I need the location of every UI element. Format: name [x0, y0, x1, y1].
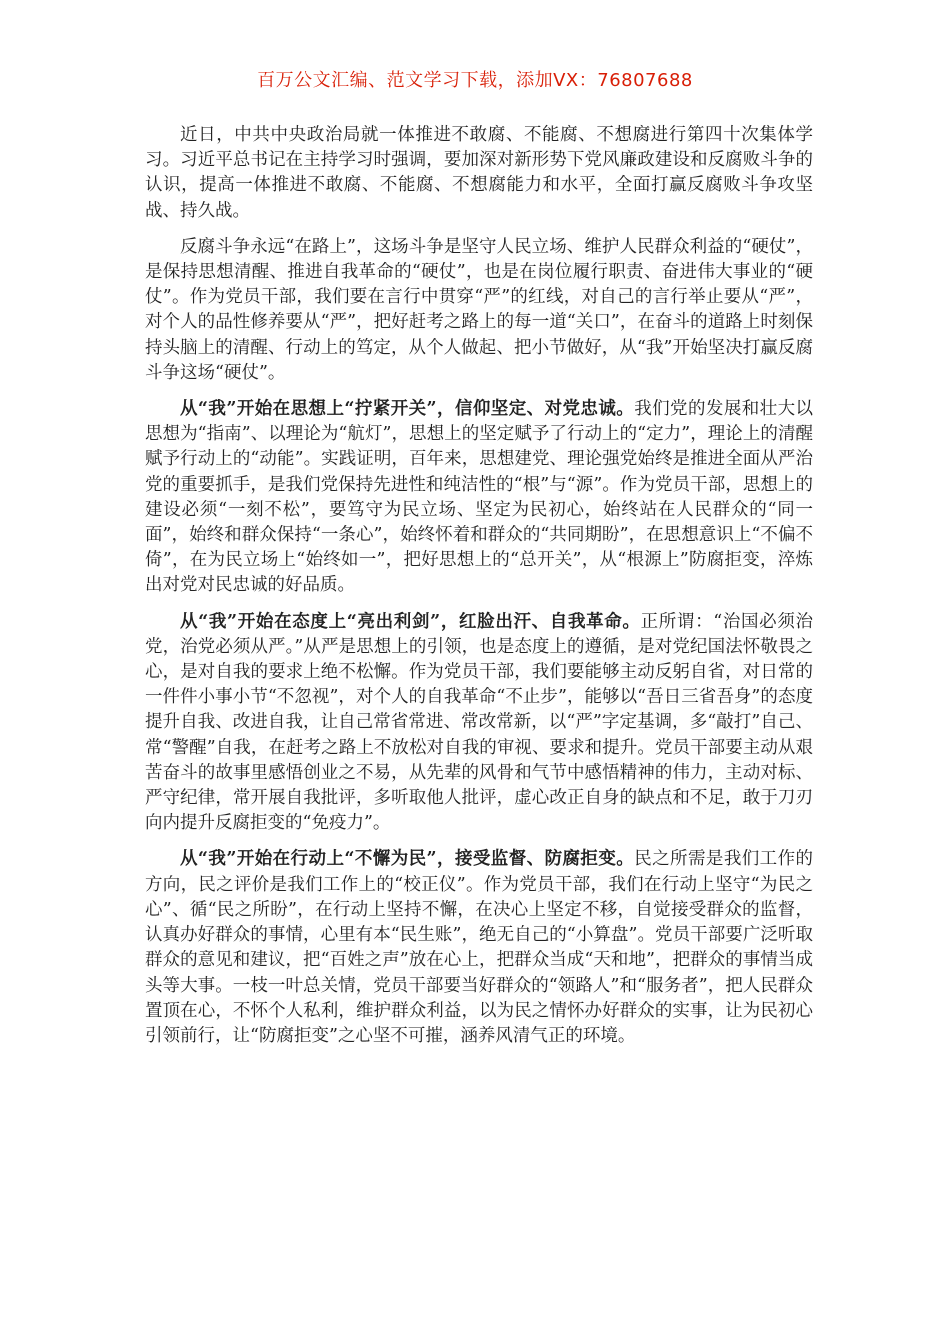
paragraph-text: 我们党的发展和壮大以思想为“指南”、以理论为“航灯”，思想上的坚定赋予了行动上的“定力”，理论上的清醒赋予行动上的“动能”。实践证明，百年来，思想建党、理论强党始终是推进全面从严治党的重要抓手，是我们党保持先进性和纯洁性的“根”与“源”。作为党员干部，思想上的建设必须“一刻不松”，要笃守为民立场、坚定为民初心，始终站在人民群众的“同一面”，始终和群众保持“一条心”，始终怀着和群众的“共同期盼”，在思想意识上“不偏不倚”，在为民立场上“始终如一”，把好思想上的“总开关”，从“根源上”防腐拒变，淬炼出对党对民忠诚的好品质。: [145, 399, 814, 596]
paragraph-intro: [145, 123, 813, 224]
paragraph-lead: 从“我”开始在思想上“拧紧开关”，信仰坚定、对党忠诚。: [180, 399, 635, 420]
paragraph-attitude: [145, 610, 813, 837]
paragraph-text: 正所谓：“治国必须治党，治党必须从严。”从严是思想上的引领，也是态度上的遵循，是对党纪国法怀敬畏之心，是对自我的要求上绝不松懈。作为党员干部，我们要能够主动反躬自省，对日常的一件件小事小节“不忽视”，对个人的自我革命“不止步”，能够以“吾日三省吾身”的态度提升自我、改进自我，让自己常省常进、常改常新，以“严”字定基调，多“敲打”自己、常“警醒”自我，在赶考之路上不放松对自我的审视、要求和提升。党员干部要主动从艰苦奋斗的故事里感悟创业之不易，从先辈的风骨和气节中感悟精神的伟力，主动对标、严守纪律，常开展自我批评，多听取他人批评，虚心改正自身的缺点和不足，敢于刀刃向内提升反腐拒变的“免疫力”。: [145, 611, 814, 834]
paragraph-text: 民之所需是我们工作的方向，民之评价是我们工作上的“校正仪”。作为党员干部，我们在行动上坚守“为民之心”、循“民之所盼”，在行动上坚持不懈，在决心上坚定不移，自觉接受群众的监督，认真办好群众的事情，心里有本“民生账”，绝无自己的“小算盘”。党员干部要广泛听取群众的意见和建议，把“百姓之声”放在心上，把群众当成“天和地”，把群众的事情当成头等大事。一枝一叶总关情，党员干部要当好群众的“领路人”和“服务者”，把人民群众置顶在心，不怀个人私利，维护群众利益，以为民之情怀办好群众的实事，让为民初心引领前行，让“防腐拒变”之心坚不可摧，涵养风清气正的环境。: [145, 849, 814, 1046]
paragraph-lead: 从“我”开始在态度上“亮出利剑”，红脸出汗、自我革命。: [180, 611, 641, 632]
paragraph-text: 近日，中共中央政治局就一体推进不敢腐、不能腐、不想腐进行第四十次集体学习。习近平总书记在主持学习时强调，要加深对新形势下党风廉政建设和反腐败斗争的认识，提高一体推进不敢腐、不能腐、不想腐能力和水平，全面打赢反腐败斗争攻坚战、持久战。: [145, 125, 813, 221]
paragraph-context: [145, 235, 813, 386]
paragraph-lead: 从“我”开始在行动上“不懈为民”，接受监督、防腐拒变。: [180, 849, 635, 870]
paragraph-thought: [145, 397, 813, 599]
article-body: [145, 123, 813, 1060]
paragraph-text: 反腐斗争永远“在路上”，这场斗争是坚守人民立场、维护人民群众利益的“硬仗”，是保持思想清醒、推进自我革命的“硬仗”，也是在岗位履行职责、奋进伟大事业的“硬仗”。作为党员干部，我们要在言行中贯穿“严”的红线，对自己的言行举止要从“严”，对个人的品性修养要从“严”，把好赶考之路上的每一道“关口”，在奋斗的道路上时刻保持头脑上的清醒、行动上的笃定，从个人做起、把小节做好，从“我”开始坚决打赢反腐斗争这场“硬仗”。: [145, 236, 813, 383]
paragraph-action: [145, 847, 813, 1049]
watermark-banner: 百万公文汇编、范文学习下载，添加VX：76807688: [257, 70, 693, 91]
